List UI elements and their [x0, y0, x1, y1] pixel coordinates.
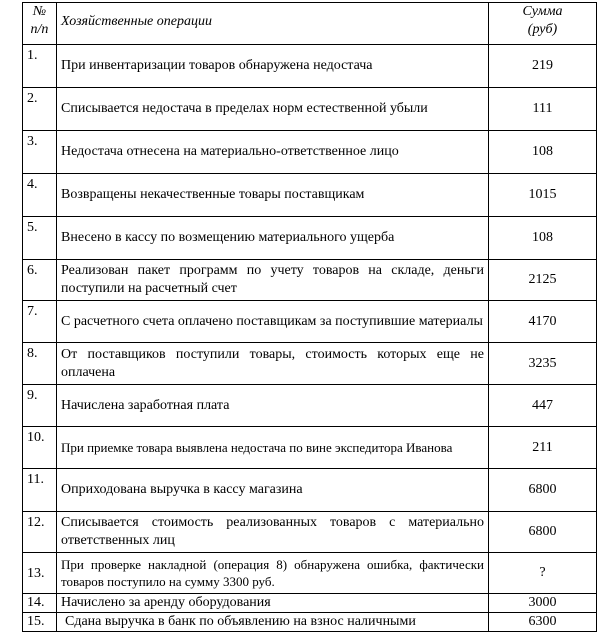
row-sum: 111	[489, 88, 597, 131]
row-operation: Списывается стоимость реализованных товаров с материально ответственных лиц	[57, 512, 489, 553]
row-number: 15.	[23, 613, 57, 632]
table-row	[23, 469, 597, 512]
header-sum	[489, 3, 597, 45]
row-number: 5.	[23, 217, 57, 260]
row-number: 7.	[23, 301, 57, 343]
table-row	[23, 301, 597, 343]
row-sum: 6800	[489, 512, 597, 553]
row-operation: Оприходована выручка в кассу магазина	[57, 469, 489, 512]
row-number: 12.	[23, 512, 57, 553]
row-number: 6.	[23, 260, 57, 301]
row-number: 8.	[23, 343, 57, 385]
table-row	[23, 553, 597, 594]
row-sum: ?	[489, 553, 597, 594]
row-sum: 1015	[489, 174, 597, 217]
row-sum: 2125	[489, 260, 597, 301]
row-number: 11.	[23, 469, 57, 512]
table-row	[23, 427, 597, 469]
row-sum: 4170	[489, 301, 597, 343]
row-sum: 447	[489, 385, 597, 427]
table-row	[23, 217, 597, 260]
row-number: 2.	[23, 88, 57, 131]
row-operation: Сдана выручка в банк по объявлению на взнос наличными	[57, 613, 489, 632]
row-operation: Начислено за аренду оборудования	[57, 594, 489, 613]
table-row	[23, 45, 597, 88]
table-row	[23, 385, 597, 427]
row-operation: При проверке накладной (операция 8) обнаружена ошибка, фактически товаров поступило на сумму 3300 руб.	[57, 553, 489, 594]
row-sum: 211	[489, 427, 597, 469]
row-sum: 108	[489, 217, 597, 260]
row-number: 9.	[23, 385, 57, 427]
row-number: 4.	[23, 174, 57, 217]
row-operation: Возвращены некачественные товары поставщикам	[57, 174, 489, 217]
row-operation: Списывается недостача в пределах норм естественной убыли	[57, 88, 489, 131]
row-operation: Реализован пакет программ по учету товаров на складе, деньги поступили на расчетный счет	[57, 260, 489, 301]
row-sum: 6800	[489, 469, 597, 512]
row-operation: Внесено в кассу по возмещению материального ущерба	[57, 217, 489, 260]
row-sum: 3000	[489, 594, 597, 613]
row-operation: Начислена заработная плата	[57, 385, 489, 427]
row-sum: 3235	[489, 343, 597, 385]
header-sum-line2: (руб)	[527, 22, 558, 37]
table-row	[23, 260, 597, 301]
header-operations: Хозяйственные операции	[57, 3, 489, 45]
row-operation: От поставщиков поступили товары, стоимость которых еще не оплачена	[57, 343, 489, 385]
table-row	[23, 174, 597, 217]
header-sum-line1: Сумма	[522, 4, 563, 19]
table-row	[23, 594, 597, 613]
header-row	[23, 3, 597, 45]
header-number-line1: №	[32, 4, 47, 19]
row-number: 1.	[23, 45, 57, 88]
table-row	[23, 613, 597, 632]
row-number: 13.	[23, 553, 57, 594]
row-operation: При приемке товара выявлена недостача по вине экспедитора Иванова	[57, 427, 489, 469]
row-number: 3.	[23, 131, 57, 174]
table-row	[23, 343, 597, 385]
row-sum: 219	[489, 45, 597, 88]
table-row	[23, 512, 597, 553]
operations-table	[22, 2, 597, 632]
row-operation: При инвентаризации товаров обнаружена недостача	[57, 45, 489, 88]
row-number: 10.	[23, 427, 57, 469]
row-number: 14.	[23, 594, 57, 613]
row-sum: 108	[489, 131, 597, 174]
header-number	[23, 3, 57, 45]
row-operation: С расчетного счета оплачено поставщикам за поступившие материалы	[57, 301, 489, 343]
row-sum: 6300	[489, 613, 597, 632]
row-operation: Недостача отнесена на материально-ответственное лицо	[57, 131, 489, 174]
table-row	[23, 131, 597, 174]
header-number-line2: п/п	[30, 22, 49, 37]
table-row	[23, 88, 597, 131]
